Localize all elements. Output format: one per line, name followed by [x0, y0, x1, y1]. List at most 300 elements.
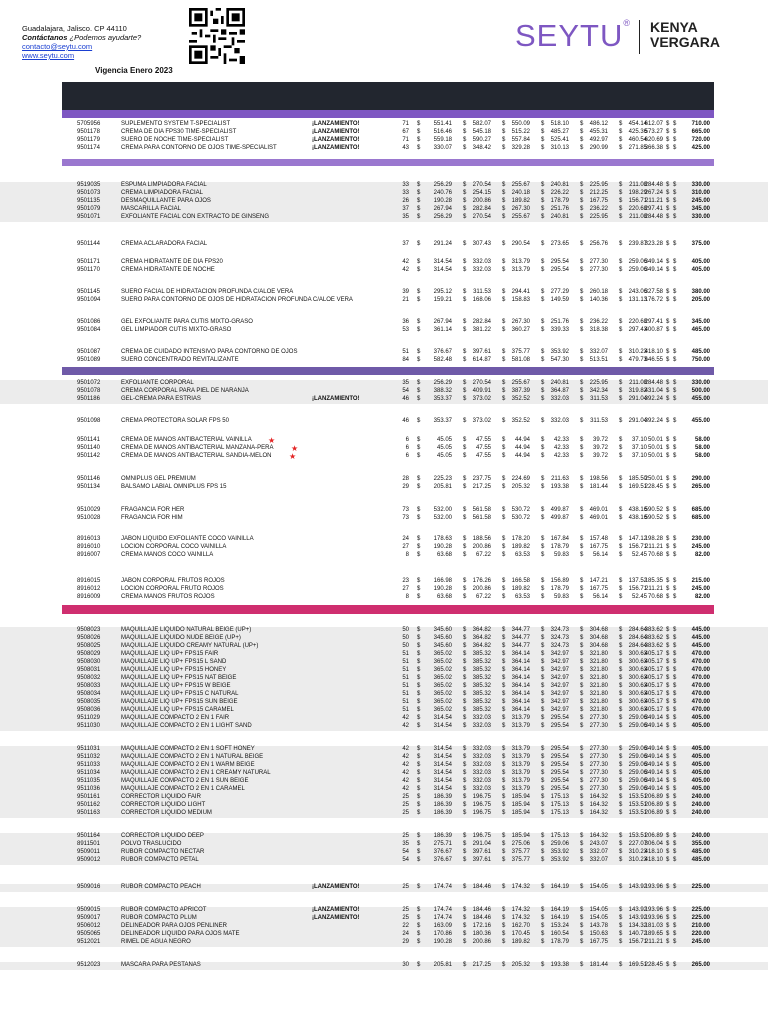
- table-row: [0, 683, 768, 691]
- currency-symbol: $: [580, 907, 584, 913]
- currency-symbol: $: [673, 802, 677, 808]
- price-value: 236.22: [589, 319, 608, 325]
- price-value: 42.33: [553, 437, 569, 443]
- public-price-value: 310.00: [691, 190, 710, 196]
- currency-symbol: $: [417, 453, 421, 459]
- price-value: 175.13: [550, 802, 569, 808]
- table-row: [0, 675, 768, 683]
- price-value: 277.29: [550, 289, 569, 295]
- price-value: 486.12: [589, 121, 608, 127]
- currency-symbol: $: [502, 915, 506, 921]
- price-value: 582.48: [433, 357, 452, 363]
- currency-symbol: $: [417, 849, 421, 855]
- price-value: 189.82: [511, 586, 530, 592]
- points-value: 42: [402, 723, 409, 729]
- currency-symbol: $: [666, 388, 670, 394]
- public-price-value: 330.00: [691, 182, 710, 188]
- price-value: 189.82: [511, 198, 530, 204]
- currency-symbol: $: [417, 476, 421, 482]
- currency-symbol: $: [619, 907, 623, 913]
- product-code: 9501145: [77, 289, 100, 295]
- currency-symbol: $: [417, 962, 421, 968]
- currency-symbol: $: [619, 536, 623, 542]
- product-description: CREMA ACLARADORA FACIAL: [121, 241, 208, 247]
- price-value: 295.54: [550, 762, 569, 768]
- line-name-first: KENYA: [650, 19, 698, 35]
- currency-symbol: $: [619, 833, 623, 839]
- table-row: [0, 198, 768, 206]
- currency-symbol: $: [619, 643, 623, 649]
- price-value: 284.64: [628, 635, 647, 641]
- currency-symbol: $: [541, 651, 545, 657]
- validity-label: Vigencia Enero 2023: [95, 66, 173, 75]
- currency-symbol: $: [673, 396, 677, 402]
- product-code: 9501170: [77, 267, 100, 273]
- currency-symbol: $: [673, 667, 677, 673]
- table-row: [0, 121, 768, 129]
- price-value: 45.05: [436, 453, 452, 459]
- price-value: 455.31: [589, 129, 608, 135]
- public-price-value: 445.00: [691, 635, 710, 641]
- website-link[interactable]: www.seytu.com: [22, 51, 75, 60]
- price-value: 185.94: [511, 833, 530, 839]
- table-row: [0, 476, 768, 484]
- currency-symbol: $: [463, 396, 467, 402]
- table-row: [0, 594, 768, 602]
- product-description: MAQUILLAJE COMPACTO 2 EN 1 WARM BEIGE: [121, 762, 255, 768]
- points-value: 54: [402, 388, 409, 394]
- currency-symbol: $: [666, 635, 670, 641]
- currency-symbol: $: [619, 915, 623, 921]
- currency-symbol: $: [673, 544, 677, 550]
- currency-symbol: $: [502, 418, 506, 424]
- table-row: [0, 182, 768, 190]
- net-price-value: 349.14: [644, 259, 663, 265]
- product-code: 9511033: [77, 762, 100, 768]
- public-price-value: 425.00: [691, 145, 710, 151]
- launch-badge: ¡LANZAMIENTO!: [312, 396, 360, 402]
- price-value: 37.10: [631, 453, 647, 459]
- currency-symbol: $: [673, 754, 677, 760]
- currency-symbol: $: [666, 962, 670, 968]
- public-price-value: 58.00: [694, 453, 710, 459]
- points-value: 29: [402, 484, 409, 490]
- currency-symbol: $: [417, 206, 421, 212]
- price-value: 545.18: [472, 129, 491, 135]
- currency-symbol: $: [417, 198, 421, 204]
- price-value: 277.30: [589, 746, 608, 752]
- currency-symbol: $: [502, 129, 506, 135]
- table-row: [0, 627, 768, 635]
- product-code: 9501144: [77, 241, 100, 247]
- currency-symbol: $: [673, 214, 677, 220]
- currency-symbol: $: [502, 544, 506, 550]
- product-description: CREMA MANOS COCO VAINILLA: [121, 552, 214, 558]
- launch-badge: ¡LANZAMIENTO!: [312, 907, 360, 913]
- product-description: MAQUILLAJE LIQ UP+ FPS15 FAIR: [121, 651, 219, 657]
- email-link[interactable]: contacto@seytu.com: [22, 42, 93, 51]
- price-value: 332.03: [472, 754, 491, 760]
- table-row: [0, 635, 768, 643]
- price-value: 342.97: [550, 699, 569, 705]
- product-description: RUBOR COMPACTO NECTAR: [121, 849, 205, 855]
- net-price-value: 405.17: [644, 691, 663, 697]
- currency-symbol: $: [580, 515, 584, 521]
- price-value: 212.25: [589, 190, 608, 196]
- product-code: 9511035: [77, 778, 100, 784]
- public-price-value: 405.00: [691, 267, 710, 273]
- product-code: 9508032: [77, 675, 101, 681]
- price-value: 67.22: [475, 552, 491, 558]
- currency-symbol: $: [580, 586, 584, 592]
- currency-symbol: $: [619, 659, 623, 665]
- registered-mark: ®: [623, 18, 631, 28]
- currency-symbol: $: [541, 297, 545, 303]
- product-code: 9506012: [77, 923, 101, 929]
- currency-symbol: $: [463, 437, 467, 443]
- net-price-value: 70.68: [647, 594, 663, 600]
- product-code: 9511036: [77, 786, 100, 792]
- price-value: 499.87: [550, 515, 569, 521]
- currency-symbol: $: [463, 651, 467, 657]
- points-value: 51: [402, 683, 409, 689]
- product-code: 9508034: [77, 691, 101, 697]
- price-value: 385.32: [472, 699, 491, 705]
- price-value: 321.80: [589, 659, 608, 665]
- table-row: [0, 418, 768, 426]
- currency-symbol: $: [541, 715, 545, 721]
- points-value: 42: [402, 259, 409, 265]
- currency-symbol: $: [580, 762, 584, 768]
- net-price-value: 590.52: [644, 515, 663, 521]
- currency-symbol: $: [580, 691, 584, 697]
- net-price-value: 405.17: [644, 699, 663, 705]
- price-value: 178.79: [550, 544, 569, 550]
- currency-symbol: $: [502, 145, 506, 151]
- price-value: 310.23: [628, 849, 647, 855]
- price-value: 373.02: [472, 418, 491, 424]
- table-row: [0, 544, 768, 552]
- currency-symbol: $: [673, 939, 677, 945]
- currency-symbol: $: [580, 667, 584, 673]
- currency-symbol: $: [417, 699, 421, 705]
- header: [0, 0, 768, 82]
- currency-symbol: $: [666, 515, 670, 521]
- price-value: 409.91: [472, 388, 491, 394]
- net-price-value: 349.14: [644, 770, 663, 776]
- price-value: 167.84: [550, 536, 569, 542]
- currency-symbol: $: [502, 778, 506, 784]
- currency-symbol: $: [502, 715, 506, 721]
- currency-symbol: $: [666, 182, 670, 188]
- currency-symbol: $: [673, 651, 677, 657]
- product-description: CREMA PARA CONTORNO DE OJOS TIME-SPECIALIST: [121, 145, 277, 151]
- currency-symbol: $: [666, 259, 670, 265]
- price-value: 342.97: [550, 667, 569, 673]
- product-code: 9501179: [77, 137, 100, 143]
- currency-symbol: $: [673, 121, 677, 127]
- price-value: 260.18: [589, 289, 608, 295]
- currency-symbol: $: [666, 802, 670, 808]
- currency-symbol: $: [463, 418, 467, 424]
- currency-symbol: $: [619, 762, 623, 768]
- currency-symbol: $: [619, 962, 623, 968]
- currency-symbol: $: [502, 552, 506, 558]
- currency-symbol: $: [541, 319, 545, 325]
- table-row: [0, 259, 768, 267]
- public-price-value: 58.00: [694, 445, 710, 451]
- public-price-value: 455.00: [691, 396, 710, 402]
- price-value: 365.02: [433, 683, 452, 689]
- price-value: 313.79: [511, 762, 530, 768]
- currency-symbol: $: [463, 578, 467, 584]
- points-value: 51: [402, 699, 409, 705]
- product-description: CORRECTOR LIQUIDO MEDIUM: [121, 810, 212, 816]
- currency-symbol: $: [502, 396, 506, 402]
- currency-symbol: $: [463, 723, 467, 729]
- price-value: 295.54: [550, 267, 569, 273]
- price-value: 313.79: [511, 746, 530, 752]
- price-value: 160.54: [550, 931, 569, 937]
- price-value: 200.86: [472, 586, 491, 592]
- currency-symbol: $: [541, 327, 545, 333]
- product-description: JABON LIQUIDO EXFOLIANTE COCO VAINILLA: [121, 536, 254, 542]
- currency-symbol: $: [580, 659, 584, 665]
- points-value: 25: [402, 833, 409, 839]
- currency-symbol: $: [673, 723, 677, 729]
- currency-symbol: $: [666, 267, 670, 273]
- price-value: 164.19: [550, 907, 569, 913]
- currency-symbol: $: [463, 794, 467, 800]
- table-row: [0, 849, 768, 857]
- currency-symbol: $: [673, 578, 677, 584]
- price-value: 332.03: [472, 267, 491, 273]
- table-row: [0, 762, 768, 770]
- price-value: 365.02: [433, 651, 452, 657]
- currency-symbol: $: [463, 241, 467, 247]
- price-value: 200.86: [472, 939, 491, 945]
- currency-symbol: $: [502, 327, 506, 333]
- price-value: 290.54: [511, 241, 530, 247]
- net-price-value: 193.96: [644, 915, 663, 921]
- product-description: CREMA MANOS FRUTOS ROJOS: [121, 594, 215, 600]
- currency-symbol: $: [541, 915, 545, 921]
- public-price-value: 405.00: [691, 723, 710, 729]
- net-price-value: 646.55: [644, 357, 663, 363]
- product-description: JABON CORPORAL FRUTOS ROJOS: [121, 578, 225, 584]
- product-description: MAQUILLAJE COMPACTO 2 EN 1 SUN BEIGE: [121, 778, 249, 784]
- net-price-value: 228.45: [644, 962, 663, 968]
- currency-symbol: $: [580, 507, 584, 513]
- currency-symbol: $: [417, 515, 421, 521]
- public-price-value: 470.00: [691, 691, 710, 697]
- price-value: 259.06: [628, 778, 647, 784]
- currency-symbol: $: [619, 810, 623, 816]
- points-value: 67: [402, 129, 409, 135]
- currency-symbol: $: [580, 683, 584, 689]
- currency-symbol: $: [417, 762, 421, 768]
- price-value: 196.75: [472, 794, 491, 800]
- currency-symbol: $: [417, 437, 421, 443]
- currency-symbol: $: [580, 923, 584, 929]
- currency-symbol: $: [666, 627, 670, 633]
- currency-symbol: $: [463, 198, 467, 204]
- product-code: 9511031: [77, 746, 100, 752]
- product-description: MAQUILLAJE COMPACTO 2 EN 1 CARAMEL: [121, 786, 245, 792]
- price-value: 277.30: [589, 259, 608, 265]
- price-value: 304.68: [589, 635, 608, 641]
- currency-symbol: $: [502, 267, 506, 273]
- currency-symbol: $: [666, 723, 670, 729]
- points-value: 23: [402, 578, 409, 584]
- points-value: 25: [402, 810, 409, 816]
- price-value: 156.71: [628, 544, 647, 550]
- product-description: MAQUILLAJE LIQ UP+ FPS15 C NATURAL: [121, 691, 239, 697]
- price-value: 174.32: [511, 915, 530, 921]
- product-description: LOCION CORPORAL FRUTO ROJOS: [121, 586, 224, 592]
- currency-symbol: $: [541, 683, 545, 689]
- currency-symbol: $: [580, 380, 584, 386]
- currency-symbol: $: [619, 145, 623, 151]
- currency-symbol: $: [463, 907, 467, 913]
- net-price-value: 306.04: [644, 841, 663, 847]
- price-value: 255.67: [511, 380, 530, 386]
- public-price-value: 470.00: [691, 659, 710, 665]
- public-price-value: 665.00: [691, 129, 710, 135]
- currency-symbol: $: [619, 627, 623, 633]
- price-value: 175.13: [550, 833, 569, 839]
- currency-symbol: $: [541, 833, 545, 839]
- currency-symbol: $: [619, 923, 623, 929]
- price-value: 282.84: [472, 319, 491, 325]
- price-value: 188.56: [472, 536, 491, 542]
- price-value: 255.67: [511, 214, 530, 220]
- public-price-value: 240.00: [691, 794, 710, 800]
- net-price-value: 405.17: [644, 659, 663, 665]
- currency-symbol: $: [619, 182, 623, 188]
- currency-symbol: $: [619, 594, 623, 600]
- product-description: SUERO FACIAL DE HIDRATACION PROFUNDA C/ALOE VERA: [121, 289, 294, 295]
- currency-symbol: $: [417, 259, 421, 265]
- currency-symbol: $: [541, 145, 545, 151]
- price-value: 131.13: [628, 297, 647, 303]
- price-value: 190.28: [433, 586, 452, 592]
- brand-name: SEYTU: [515, 18, 624, 53]
- currency-symbol: $: [541, 259, 545, 265]
- public-price-value: 750.00: [691, 357, 710, 363]
- price-value: 290.99: [589, 145, 608, 151]
- currency-symbol: $: [619, 746, 623, 752]
- table-row: [0, 129, 768, 137]
- points-value: 6: [405, 437, 409, 443]
- product-description: EXFOLIANTE CORPORAL: [121, 380, 194, 386]
- currency-symbol: $: [666, 884, 670, 890]
- currency-symbol: $: [463, 380, 467, 386]
- public-price-value: 245.00: [691, 586, 710, 592]
- currency-symbol: $: [666, 327, 670, 333]
- net-price-value: 392.24: [644, 418, 663, 424]
- product-description: RIMEL DE AGUA NEGRO: [121, 939, 191, 945]
- net-price-value: 418.10: [644, 849, 663, 855]
- product-code: 9509011: [77, 849, 100, 855]
- price-value: 39.72: [592, 437, 608, 443]
- price-value: 153.51: [628, 802, 647, 808]
- product-code: 9501135: [77, 198, 100, 204]
- currency-symbol: $: [541, 586, 545, 592]
- price-value: 259.06: [628, 770, 647, 776]
- price-value: 277.30: [589, 762, 608, 768]
- product-code: 8916015: [77, 578, 101, 584]
- public-price-value: 215.00: [691, 578, 710, 584]
- currency-symbol: $: [673, 137, 677, 143]
- price-value: 178.20: [511, 536, 530, 542]
- net-price-value: 193.96: [644, 907, 663, 913]
- net-price-value: 206.89: [644, 810, 663, 816]
- currency-symbol: $: [673, 145, 677, 151]
- net-price-value: 418.10: [644, 349, 663, 355]
- points-value: 27: [402, 544, 409, 550]
- price-value: 143.92: [628, 884, 647, 890]
- points-value: 51: [402, 667, 409, 673]
- price-value: 332.03: [550, 396, 569, 402]
- currency-symbol: $: [541, 544, 545, 550]
- price-value: 499.87: [550, 507, 569, 513]
- price-value: 174.74: [433, 884, 452, 890]
- currency-symbol: $: [580, 699, 584, 705]
- product-code: 5705956: [77, 121, 101, 127]
- price-value: 332.03: [472, 746, 491, 752]
- price-value: 364.14: [511, 675, 530, 681]
- price-value: 332.03: [550, 418, 569, 424]
- points-value: 71: [402, 121, 409, 127]
- net-price-value: 206.89: [644, 833, 663, 839]
- price-value: 175.13: [550, 794, 569, 800]
- currency-symbol: $: [666, 841, 670, 847]
- currency-symbol: $: [502, 651, 506, 657]
- currency-symbol: $: [502, 643, 506, 649]
- public-price-value: 345.00: [691, 319, 710, 325]
- public-price-value: 82.00: [694, 552, 710, 558]
- table-row: [0, 707, 768, 715]
- points-value: 37: [402, 241, 409, 247]
- price-value: 387.39: [511, 388, 530, 394]
- currency-symbol: $: [673, 515, 677, 521]
- points-value: 25: [402, 884, 409, 890]
- points-value: 51: [402, 675, 409, 681]
- product-description: RUBOR COMPACTO PEACH: [121, 884, 201, 890]
- price-value: 240.81: [550, 380, 569, 386]
- currency-symbol: $: [673, 659, 677, 665]
- currency-symbol: $: [619, 786, 623, 792]
- net-price-value: 349.14: [644, 762, 663, 768]
- price-value: 240.18: [511, 190, 530, 196]
- currency-symbol: $: [619, 691, 623, 697]
- price-value: 158.83: [511, 297, 530, 303]
- public-price-value: 240.00: [691, 802, 710, 808]
- currency-symbol: $: [666, 794, 670, 800]
- price-value: 63.68: [436, 594, 452, 600]
- price-value: 39.72: [592, 453, 608, 459]
- logo-divider: [639, 20, 640, 54]
- price-value: 259.06: [550, 841, 569, 847]
- price-value: 329.28: [511, 145, 530, 151]
- price-value: 321.80: [589, 667, 608, 673]
- currency-symbol: $: [580, 137, 584, 143]
- table-row: [0, 297, 768, 305]
- currency-symbol: $: [666, 578, 670, 584]
- points-value: 25: [402, 915, 409, 921]
- currency-symbol: $: [580, 715, 584, 721]
